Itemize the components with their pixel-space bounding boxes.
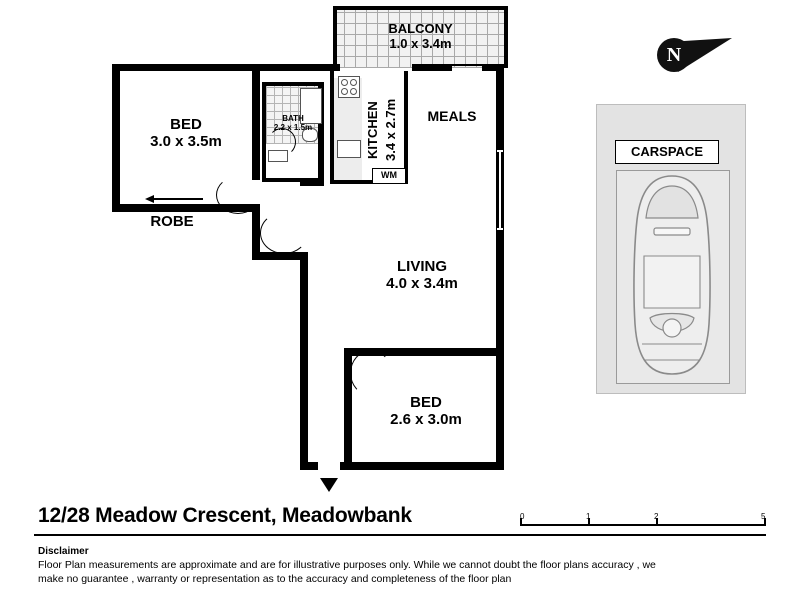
scale-label-1: 1 [586,512,591,521]
wall-bed1-right-upper [252,64,260,156]
kitchen-dim: 3.4 x 2.7m [383,98,398,162]
footer-divider [34,534,766,536]
meals-name: MEALS [427,108,477,124]
north-arrow-icon [648,28,734,78]
wall-balcony-top [333,6,508,10]
room-label-bed2 [356,394,496,429]
wall-living-left [300,252,308,470]
wall-bed1-right-lower [252,156,260,180]
scale-label-0: 0 [520,512,525,521]
scale-label-5: 5 [761,512,766,521]
robe-name: ROBE [150,213,194,230]
kitchen-name: KITCHEN [365,101,380,159]
room-label-kitchen [366,78,380,182]
bed1-name: BED [170,116,202,133]
living-name: LIVING [396,258,447,275]
carspace-label: CARSPACE [615,140,719,164]
cooktop-burner-1 [341,79,348,86]
entry-arrow-icon [320,478,338,492]
kitchen-sink-icon [337,140,361,158]
door-swing-hall [260,212,308,254]
door-swing-bath [268,128,296,156]
page-title: 12/28 Meadow Crescent, Meadowbank [38,504,412,527]
room-label-living [352,258,492,293]
wall-balcony-right [504,6,508,68]
cooktop-burner-2 [350,79,357,86]
car-top-view-icon [620,172,724,380]
bed1-dim: 3.0 x 3.5m [150,133,222,151]
robe-direction-arrow-icon [145,193,205,205]
bath-dim: 2.2 x 1.5m [273,123,313,133]
disclaimer-body: Floor Plan measurements are approximate and are for illustrative purposes only. While we cannot doubt the floor plans accuracy , we make no guarantee , warranty or representation as to the accuracy and completeness of the floor plan [38,559,656,586]
room-label-balcony [333,22,508,52]
wall-left-exterior [112,64,120,212]
room-label-kitchen-dim [384,78,398,182]
wall-top-kitchen-left [320,64,340,71]
door-swing-bed1 [216,176,260,214]
bed2-name: BED [410,394,442,411]
wall-kitchen-left [330,71,334,183]
wall-bath-bottom-thick [300,178,324,186]
balcony-door-opening [452,64,482,66]
disclaimer-title: Disclaimer [38,546,89,557]
room-label-bed1 [120,116,252,151]
door-swing-bed2 [350,350,392,396]
balcony-dim: 1.0 x 3.4m [389,35,452,51]
room-label-meals [408,108,496,124]
window-living-right-pane-a [497,152,499,228]
balcony-name: BALCONY [388,21,453,36]
bath-name: BATH [282,114,304,123]
cooktop-burner-4 [350,88,357,95]
scale-bar [520,512,766,534]
room-label-bath [262,114,324,132]
room-label-robe [132,213,212,230]
cooktop-burner-3 [341,88,348,95]
wall-bed2-corner [344,462,352,470]
window-living-right-pane-b [501,152,503,228]
living-dim: 4.0 x 3.4m [386,275,458,293]
bed2-dim: 2.6 x 3.0m [390,411,462,429]
compass-letter: N [666,44,682,66]
wall-right-exterior [496,64,504,470]
wall-balcony-left [333,6,337,68]
scale-label-2: 2 [654,512,659,521]
wall-top-meals [412,64,452,71]
entry-door-opening [318,462,340,470]
scale-bar-line [520,524,766,526]
wall-kitchen-right [404,71,408,183]
washing-machine-box: WM [372,168,406,184]
wall-top-left [112,64,320,71]
